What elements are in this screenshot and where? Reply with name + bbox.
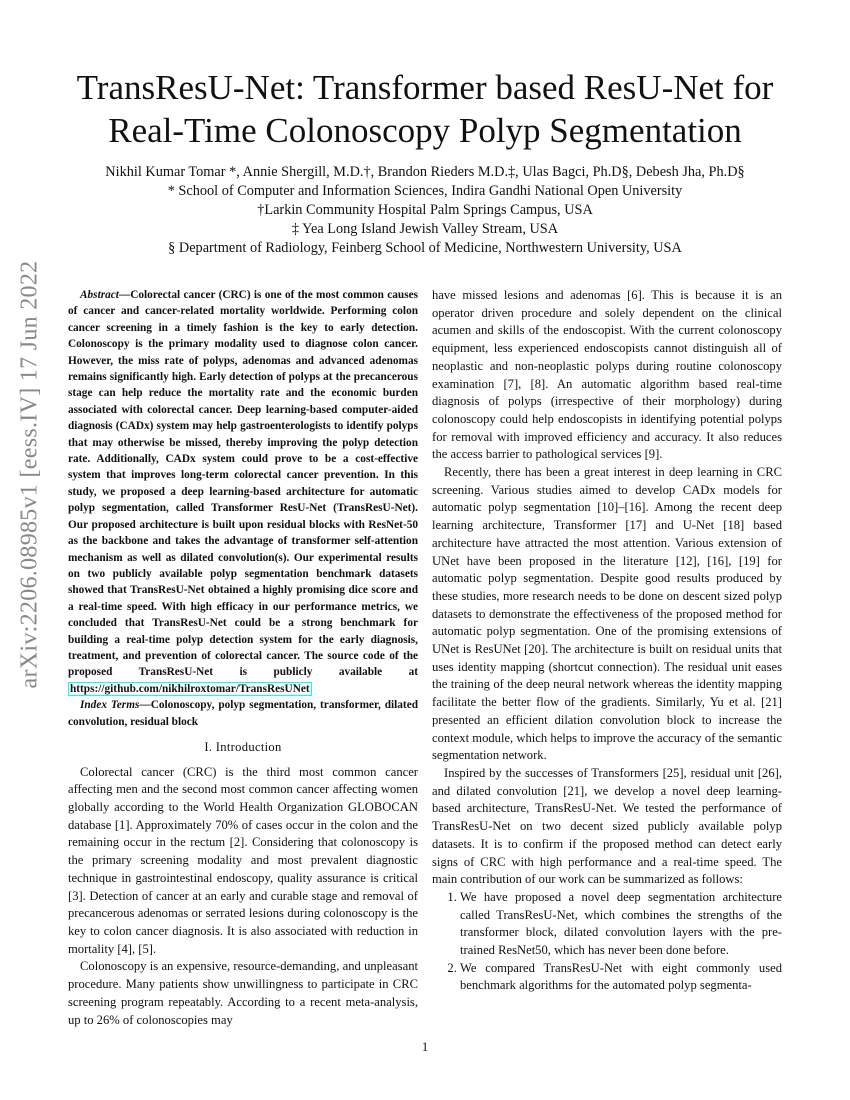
affiliation: § Department of Radiology, Feinberg School of Medicine, Northwestern University, USA: [168, 240, 682, 256]
index-terms-text: —Colonoscopy, polyp segmentation, transformer, dilated convolution, residual block: [68, 699, 418, 728]
body-paragraph: Inspired by the successes of Transformers [25], residual unit [26], and dilated convolution [21], we develop a novel deep learning-based architecture, TransResU-Net. We tested the performance of TransResU-Net on two decent sized publicly available polyp datasets. It is to confirm if the proposed method can detect early signs of CRC with high performance and a real-time speed. The main contribution of our work can be summarized as follows:: [432, 765, 782, 887]
affiliation: ‡ Yea Long Island Jewish Valley Stream, USA: [291, 221, 559, 237]
section-heading-introduction: I. Introduction: [204, 739, 282, 754]
abstract-text: —Colorectal cancer (CRC) is one of the most common causes of cancer and cancer-related mortality worldwide. Performing colon cancer screening in a timely fashion is the key to early detection. Colonoscopy is the primary modality used to diagnose colon cancer. However, the miss rate of polyps, adenomas and advanced adenomas remains significantly high. Early detection of polyps at the precancerous stage can help reduce the mortality rate and the economic burden associated with colorectal cancer. Deep learning-based computer-aided diagnosis (CADx) system may help gastroenterologists to identify polyps that may otherwise be missed, thereby improving the polyp detection rate. Additionally, CADx system could prove to be a cost-effective system that improves long-term colorectal cancer prevention. In this study, we proposed a deep learning-based architecture for automatic polyp segmentation, called Transformer ResU-Net (TransResU-Net). Our proposed architecture is built upon residual blocks with ResNet-50 as the backbone and takes the advantage of transformer self-attention mechanism as well as dilated convolution(s). Our experimental results on two publicly available polyp segmentation benchmark datasets showed that TransResU-Net obtained a highly promising dice score and a real-time speed. With high efficacy in our performance metrics, we concluded that TransResU-Net could be a strong benchmark for building a real-time polyp detection system for the early diagnosis, treatment, and prevention of colorectal cancer. The source code of the proposed TransResU-Net is publicly available at: [68, 289, 418, 679]
body-paragraph: have missed lesions and adenomas [6]. This is because it is an operator driven procedure and solely dependent on the clinical acumen and skills of the endoscopist. With the current colonoscopy equipment, less experienced endoscopists cannot distinguish all of neoplastic and non-neoplastic polyps during routine colonoscopy examination [7], [8]. An automatic algorithm based real-time diagnosis of polyps (irrespective of their morphology) during colonoscopy could help endoscopists in identifying potential polyps for removal with improved efficiency and accuracy. It also reduces the access barrier to pathological services [9].: [432, 288, 782, 462]
contribution-item: 2. We compared TransResU-Net with eight commonly used benchmark algorithms for the automated polyp segmenta-: [460, 960, 782, 995]
code-link[interactable]: https://github.com/nikhilroxtomar/TransResUNet: [70, 682, 310, 695]
abstract-label: Abstract: [80, 289, 119, 301]
affiliation: * School of Computer and Information Sciences, Indira Gandhi National Open University: [167, 183, 683, 199]
body-paragraph: Colonoscopy is an expensive, resource-demanding, and unpleasant procedure. Many patients show unwillingness to participate in CRC screening program repeatably. According to a recent meta-analysis, up to 26% of colonoscopies may: [68, 959, 418, 1027]
author-list: Nikhil Kumar Tomar *, Annie Shergill, M.D.†, Brandon Rieders M.D.‡, Ulas Bagci, Ph.D§, Debesh Jha, Ph.D§: [105, 164, 745, 180]
abstract: [68, 287, 418, 697]
page-number: 1: [421, 1040, 429, 1054]
contributions-list: [432, 889, 782, 995]
right-column: [432, 287, 782, 995]
index-terms: [68, 697, 418, 730]
arxiv-identifier: arXiv:2206.08985v1 [eess.IV] 17 Jun 2022: [16, 260, 43, 689]
author-block: [0, 163, 850, 258]
index-terms-label: Index Terms: [80, 699, 140, 712]
paper-title: [0, 66, 850, 152]
affiliation: †Larkin Community Hospital Palm Springs Campus, USA: [257, 202, 593, 218]
body-paragraph: Recently, there has been a great interest in deep learning in CRC screening. Various studies aimed to develop CADx models for automatic polyp segmentation [10]–[16]. Among the recent deep learning architecture, Transformer [17] and U-Net [18] based architecture have attracted the most attention. Various extension of UNet have been proposed in the literature [12], [16], [19] for automatic polyp segmentation. Despite good results produced by these studies, more research needs to be done on descent sized polyp datasets to demonstrate the effectiveness of the proposed method for automatic polyp segmentation. One of the promising extensions of UNet is ResUNet [20]. The architecture is built on residual units that uses identity mapping (shortcut connection). The residual unit eases the training of the deep neural network whereas the identity mapping facilitate the better flow of the gradients. Similarly, Yu et al. [21] presented an efficient dilation convolution block to increase the context module, which helps to improve the accuracy of the semantic segmentation network.: [432, 465, 782, 763]
body-paragraph: Colorectal cancer (CRC) is the third most common cancer affecting men and the second most common cancer affecting women globally according to the World Health Organization GLOBOCAN database [1]. Approximately 70% of cases occur in the colon and the remaining occur in the rectum [2]. Considering that colonoscopy is the primary screening modality and most prevalent diagnostic technique in gastrointestinal endoscopy, quality assurance is critical [3]. Detection of cancer at an early and curable stage and removal of precancerous adenomas or serrated lesions during colonoscopy is the key to colon cancer diagnosis. It is also associated with reduction in mortality [4], [5].: [68, 764, 418, 956]
title-line-1: TransResU-Net: Transformer based ResU-Net for: [76, 68, 774, 107]
title-line-2: Real-Time Colonoscopy Polyp Segmentation: [108, 111, 742, 150]
contribution-item: 1. We have proposed a novel deep segmentation architecture called TransResU-Net, which combines the strengths of the transformer block, dilated convolution layers with the pre-trained ResNet50, which has never been done before.: [460, 889, 782, 960]
left-column: [68, 287, 418, 1029]
